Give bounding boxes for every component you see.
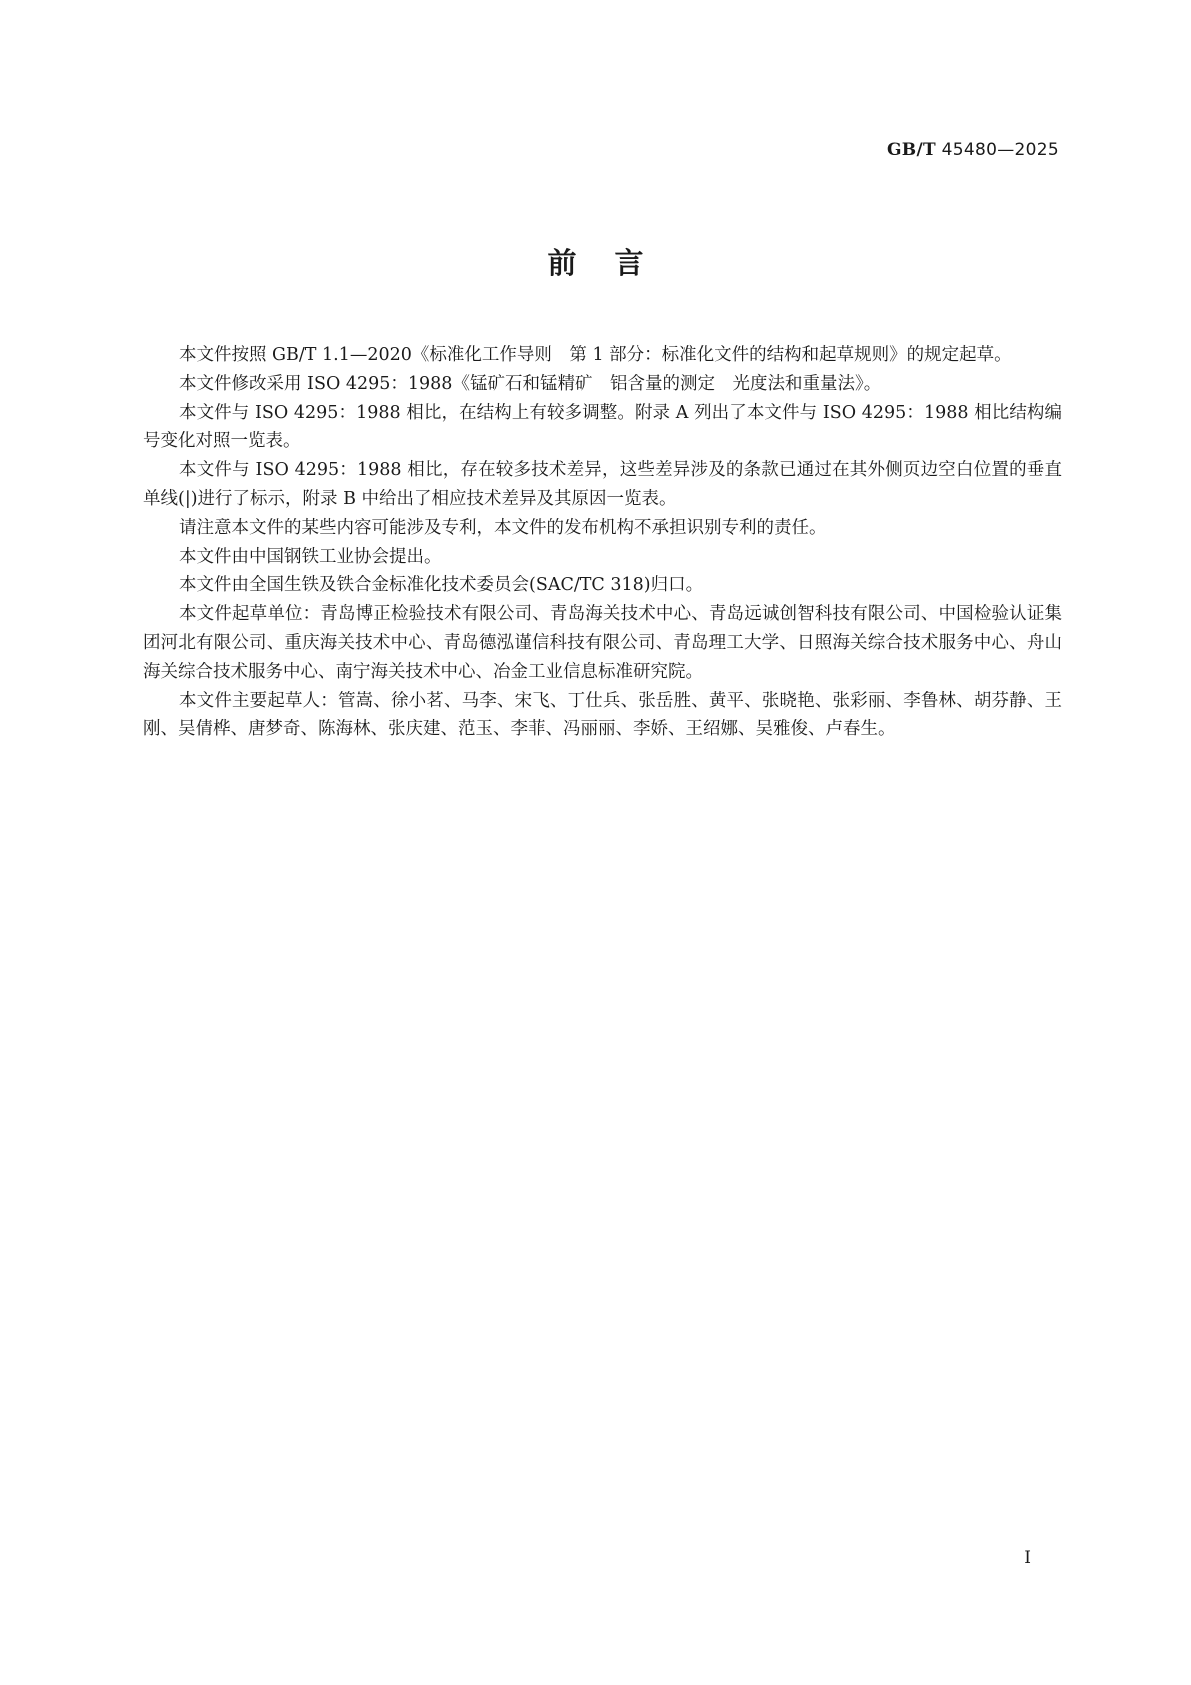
paragraph-committee: 本文件由全国生铁及铁合金标准化技术委员会(SAC/TC 318)归口。 (179, 575, 704, 596)
page-title: 前言 (547, 246, 682, 280)
page-number: I (1024, 1548, 1031, 1568)
standard-code (887, 140, 1059, 160)
paragraph-drafting-units: 本文件起草单位：青岛博正检验技术有限公司、青岛海关技术中心、青岛远诚创智科技有限公司、中国检验认证集团河北有限公司、重庆海关技术中心、青岛德泓谨信科技有限公司、青岛理工大学、日照海关综合技术服务中心、舟山海关综合技术服务中心、南宁海关技术中心、冶金工业信息标准研究院。 (143, 604, 1062, 682)
standard-number: 45480—2025 (941, 140, 1059, 160)
paragraph-proposer: 本文件由中国钢铁工业协会提出。 (179, 546, 442, 567)
paragraph-drafting-rules: 本文件按照 GB/T 1.1—2020《标准化工作导则 第 1 部分：标准化文件的结构和起草规则》的规定起草。 (179, 345, 1012, 365)
paragraph-patent-notice: 请注意本文件的某些内容可能涉及专利，本文件的发布机构不承担识别专利的责任。 (179, 517, 827, 538)
paragraph-structure-changes: 本文件与 ISO 4295：1988 相比，在结构上有较多调整。附录 A 列出了本文件与 ISO 4295：1988 相比结构编号变化对照一览表。 (143, 402, 1062, 452)
paragraph-technical-differences: 本文件与 ISO 4295：1988 相比，存在较多技术差异，这些差异涉及的条款已通过在其外侧页边空白位置的垂直单线(|)进行了标示，附录 B 中给出了相应技术差异及其原因一览表。 (143, 460, 1062, 509)
paragraph-adoption: 本文件修改采用 ISO 4295：1988《锰矿石和锰精矿 铝含量的测定 光度法和重量法》。 (179, 373, 882, 394)
standard-prefix: GB/T (886, 140, 936, 160)
paragraph-drafters: 本文件主要起草人：管嵩、徐小茗、马李、宋飞、丁仕兵、张岳胜、黄平、张晓艳、张彩丽、李鲁林、胡芬静、王刚、吴倩桦、唐梦奇、陈海林、张庆建、范玉、李菲、冯丽丽、李娇、王绍娜、吴雅俊、卢春生。 (143, 690, 1062, 740)
foreword-body (143, 341, 1062, 744)
